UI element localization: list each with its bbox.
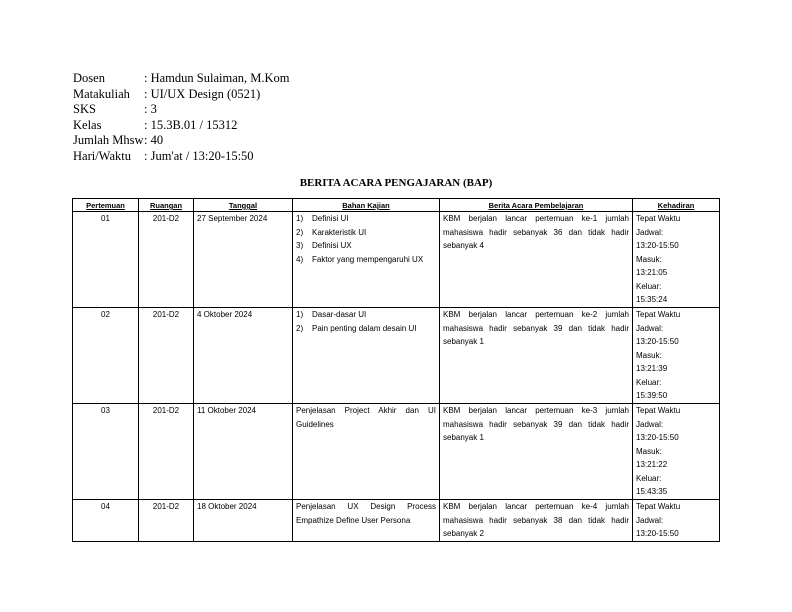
cell-tanggal: 18 Oktober 2024 (194, 500, 293, 542)
list-text: Pain penting dalam desain UI (312, 323, 417, 333)
cell-pertemuan: 04 (73, 500, 139, 542)
table-row (73, 212, 720, 308)
meta-label: Dosen (73, 71, 105, 85)
table-row (73, 500, 720, 542)
header-tanggal: Tanggal (194, 199, 293, 212)
attendance-line: Keluar: (636, 473, 662, 483)
list-text: Dasar-dasar UI (312, 310, 367, 319)
list-number: 2) (296, 323, 304, 333)
list-text: Definisi UI (312, 214, 349, 223)
meta-value: : Jum'at / 13:20-15:50 (144, 148, 254, 163)
attendance-line: Tepat Waktu (636, 406, 681, 415)
meta-value: : 40 (144, 133, 164, 147)
attendance-line: Tepat Waktu (636, 214, 681, 223)
cell-pertemuan: 01 (73, 212, 139, 308)
meta-label: Kelas (73, 117, 102, 132)
list-number: 1) (296, 310, 304, 319)
list-item (296, 239, 436, 253)
cell-tanggal: 11 Oktober 2024 (194, 404, 293, 500)
list-text: Definisi UX (312, 241, 352, 250)
meta-jumlah-mhsw (73, 133, 289, 149)
meta-dosen (73, 71, 289, 87)
cell-pertemuan: 03 (73, 404, 139, 500)
attendance-line: Keluar: (636, 377, 662, 387)
table-row (73, 308, 720, 404)
attendance-line: Masuk: (636, 446, 662, 456)
topic-list (296, 308, 436, 335)
cell-bahan-kajian: Penjelasan UX Design Process Empathize Define User Persona (293, 500, 440, 542)
attendance-line: Tepat Waktu (636, 502, 681, 511)
header-pertemuan: Pertemuan (73, 199, 139, 212)
list-text: Faktor yang mempengaruhi UX (312, 254, 424, 264)
attendance-line: Masuk: (636, 254, 662, 264)
table-row (73, 404, 720, 500)
cell-tanggal: 4 Oktober 2024 (194, 308, 293, 404)
meta-label: Hari/Waktu (73, 148, 132, 163)
attendance-line: Jadwal: (636, 323, 664, 333)
attendance-line: 13:20-15:50 (636, 529, 679, 538)
meta-hari-waktu (73, 149, 289, 165)
attendance-line: 13:20-15:50 (636, 337, 679, 346)
list-text: Karakteristik UI (312, 227, 367, 237)
attendance-line: Jadwal: (636, 419, 664, 429)
cell-bahan-kajian (293, 308, 440, 404)
attendance-line: Masuk: (636, 350, 662, 360)
cell-kehadiran (633, 404, 720, 500)
attendance-line: 13:21:05 (636, 268, 668, 277)
attendance-line: 13:21:22 (636, 460, 668, 469)
cell-ruangan: 201-D2 (139, 500, 194, 542)
cell-ruangan: 201-D2 (139, 404, 194, 500)
cell-berita-acara: KBM berjalan lancar pertemuan ke-4 jumlah mahasiswa hadir sebanyak 38 dan tidak hadir sebanyak 2 (440, 500, 633, 542)
meta-label: SKS (73, 102, 96, 116)
meta-label: Matakuliah (73, 86, 130, 101)
cell-berita-acara: KBM berjalan lancar pertemuan ke-2 jumlah mahasiswa hadir sebanyak 39 dan tidak hadir sebanyak 1 (440, 308, 633, 404)
bap-table (72, 198, 720, 542)
attendance-line: 13:20-15:50 (636, 241, 679, 250)
course-info (73, 71, 289, 164)
header-bahan-kajian: Bahan Kajian (293, 199, 440, 212)
meta-matakuliah (73, 87, 289, 103)
header-berita-acara: Berita Acara Pembelajaran (440, 199, 633, 212)
attendance-line: 13:20-15:50 (636, 433, 679, 442)
cell-kehadiran (633, 500, 720, 542)
meta-label: Jumlah Mhsw (73, 133, 144, 147)
list-item (296, 322, 436, 336)
meta-value: : 15.3B.01 / 15312 (144, 117, 238, 132)
list-number: 1) (296, 214, 304, 223)
cell-kehadiran (633, 212, 720, 308)
attendance-line: 13:21:39 (636, 364, 668, 373)
cell-berita-acara: KBM berjalan lancar pertemuan ke-3 jumlah mahasiswa hadir sebanyak 39 dan tidak hadir sebanyak 1 (440, 404, 633, 500)
attendance-line: Tepat Waktu (636, 310, 681, 319)
topic-list (296, 212, 436, 266)
attendance-line: 15:35:24 (636, 295, 668, 304)
list-number: 3) (296, 241, 304, 250)
meta-value: : UI/UX Design (0521) (144, 86, 261, 101)
cell-ruangan: 201-D2 (139, 308, 194, 404)
attendance-line: Jadwal: (636, 515, 664, 525)
list-number: 2) (296, 227, 304, 237)
cell-ruangan: 201-D2 (139, 212, 194, 308)
list-number: 4) (296, 254, 304, 264)
header-ruangan: Ruangan (139, 199, 194, 212)
table-header-row (73, 199, 720, 212)
attendance-line: Jadwal: (636, 227, 664, 237)
meta-value: : 3 (144, 102, 157, 116)
meta-kelas (73, 118, 289, 134)
attendance-line: 15:43:35 (636, 487, 668, 496)
attendance-line: Keluar: (636, 281, 662, 291)
attendance-line: 15:39:50 (636, 391, 668, 400)
cell-bahan-kajian: Penjelasan Project Akhir dan UI Guidelines (293, 404, 440, 500)
cell-kehadiran (633, 308, 720, 404)
cell-berita-acara: KBM berjalan lancar pertemuan ke-1 jumlah mahasiswa hadir sebanyak 36 dan tidak hadir sebanyak 4 (440, 212, 633, 308)
header-kehadiran: Kehadiran (633, 199, 720, 212)
document-title: BERITA ACARA PENGAJARAN (BAP) (299, 177, 493, 189)
cell-tanggal: 27 September 2024 (194, 212, 293, 308)
list-item (296, 308, 436, 322)
meta-sks (73, 102, 289, 118)
list-item (296, 212, 436, 226)
cell-pertemuan: 02 (73, 308, 139, 404)
list-item (296, 226, 436, 240)
meta-value: : Hamdun Sulaiman, M.Kom (144, 71, 290, 85)
list-item (296, 253, 436, 267)
cell-bahan-kajian (293, 212, 440, 308)
